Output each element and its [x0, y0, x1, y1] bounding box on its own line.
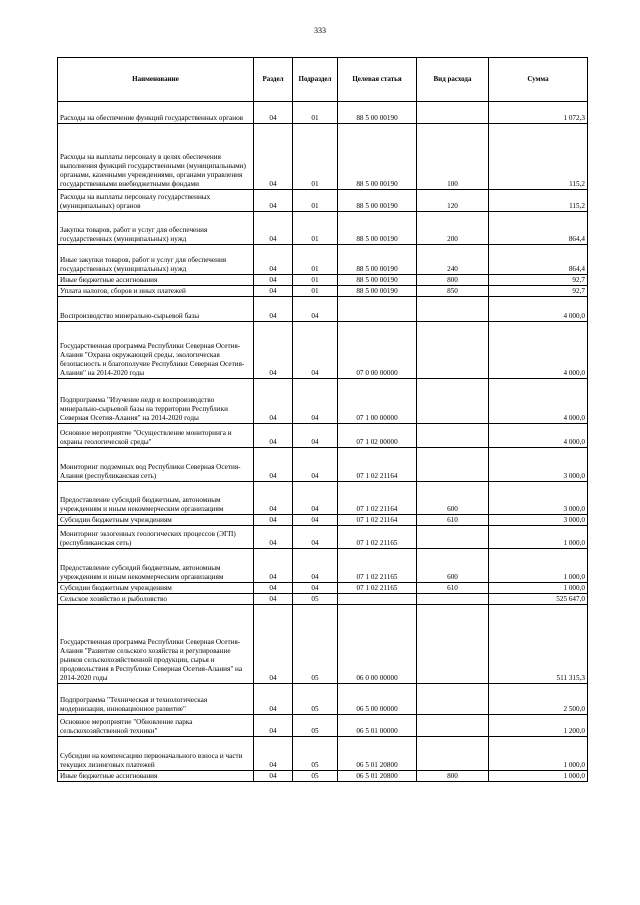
row-section: 04 [254, 605, 293, 684]
row-expense-type [417, 448, 489, 482]
table-row [58, 448, 588, 482]
table-row [58, 379, 588, 424]
table-row [58, 275, 588, 286]
row-name: Субсидии на компенсацию первоначального взноса и части текущих лизинговых платежей [58, 737, 254, 771]
table-row [58, 190, 588, 212]
row-target: 07 1 02 21164 [338, 515, 417, 526]
row-section: 04 [254, 684, 293, 715]
table-row [58, 245, 588, 275]
row-target: 07 1 02 21164 [338, 448, 417, 482]
row-name: Сельское хозяйство и рыболовство [58, 594, 254, 605]
row-section: 04 [254, 526, 293, 549]
row-amount: 3 000,0 [489, 482, 588, 515]
row-target: 06 5 00 00000 [338, 684, 417, 715]
row-name: Подпрограмма "Техническая и технологическая модернизация, инновационное развитие" [58, 684, 254, 715]
row-target: 88 5 00 00190 [338, 245, 417, 275]
row-target: 06 5 01 20800 [338, 771, 417, 782]
row-subsection: 04 [293, 526, 338, 549]
row-amount: 864,4 [489, 212, 588, 245]
row-amount: 4 000,0 [489, 379, 588, 424]
header-expense-type: Вид расхода [417, 58, 489, 102]
table-row [58, 482, 588, 515]
header-amount: Сумма [489, 58, 588, 102]
row-target: 07 1 00 00000 [338, 379, 417, 424]
header-name: Наименование [58, 58, 254, 102]
row-section: 04 [254, 549, 293, 583]
row-section: 04 [254, 297, 293, 322]
row-expense-type [417, 322, 489, 379]
row-subsection: 01 [293, 124, 338, 190]
row-subsection: 01 [293, 286, 338, 297]
row-subsection: 04 [293, 515, 338, 526]
table-row [58, 212, 588, 245]
row-amount: 3 000,0 [489, 515, 588, 526]
row-target: 07 0 00 00000 [338, 322, 417, 379]
row-subsection: 05 [293, 605, 338, 684]
row-section: 04 [254, 715, 293, 737]
row-amount: 92,7 [489, 275, 588, 286]
row-section: 04 [254, 737, 293, 771]
row-name: Субсидии бюджетным учреждениям [58, 515, 254, 526]
header-subsection: Подраздел [293, 58, 338, 102]
row-name: Расходы на выплаты персоналу в целях обеспечения выполнения функций государственными (муниципальными) органами, казенными учреждениями, органами управления государственными внебюджетными фондами [58, 124, 254, 190]
table-row [58, 737, 588, 771]
header-section: Раздел [254, 58, 293, 102]
row-target: 88 5 00 00190 [338, 124, 417, 190]
row-section: 04 [254, 322, 293, 379]
row-section: 04 [254, 245, 293, 275]
row-name: Субсидии бюджетным учреждениям [58, 583, 254, 594]
row-subsection: 01 [293, 190, 338, 212]
row-expense-type: 800 [417, 771, 489, 782]
table-row [58, 102, 588, 124]
row-name: Основное мероприятие "Обновление парка сельскохозяйственной техники" [58, 715, 254, 737]
row-amount: 1 000,0 [489, 583, 588, 594]
row-section: 04 [254, 482, 293, 515]
row-name: Предоставление субсидий бюджетным, автономным учреждениям и иным некоммерческим организациям [58, 549, 254, 583]
row-expense-type [417, 424, 489, 448]
row-target: 88 5 00 00190 [338, 102, 417, 124]
row-section: 04 [254, 124, 293, 190]
row-amount: 1 072,3 [489, 102, 588, 124]
row-subsection: 05 [293, 594, 338, 605]
row-section: 04 [254, 515, 293, 526]
row-section: 04 [254, 448, 293, 482]
row-target: 88 5 00 00190 [338, 212, 417, 245]
row-amount: 511 315,3 [489, 605, 588, 684]
row-name: Государственная программа Республики Северная Осетия-Алания "Охрана окружающей среды, экологическая безопасность и благополучие Республики Северная Осетия-Алания" на 2014-2020 годы [58, 322, 254, 379]
table-row [58, 124, 588, 190]
row-target [338, 594, 417, 605]
table-header-row [58, 58, 588, 102]
row-section: 04 [254, 583, 293, 594]
table-row [58, 526, 588, 549]
row-section: 04 [254, 190, 293, 212]
row-amount: 1 000,0 [489, 526, 588, 549]
table-row [58, 515, 588, 526]
row-name: Иные бюджетные ассигнования [58, 275, 254, 286]
row-target: 07 1 02 21165 [338, 549, 417, 583]
row-expense-type [417, 594, 489, 605]
row-expense-type [417, 605, 489, 684]
row-subsection: 05 [293, 715, 338, 737]
row-name: Иные закупки товаров, работ и услуг для обеспечения государственных (муниципальных) нужд [58, 245, 254, 275]
row-target: 07 1 02 00000 [338, 424, 417, 448]
row-name: Основное мероприятие "Осуществление мониторинга и охраны геологической среды" [58, 424, 254, 448]
row-amount: 1 000,0 [489, 737, 588, 771]
table-row [58, 549, 588, 583]
row-amount: 3 000,0 [489, 448, 588, 482]
row-name: Мониторинг подземных вод Республики Северная Осетия-Алания (республиканская сеть) [58, 448, 254, 482]
row-target [338, 297, 417, 322]
row-name: Расходы на обеспечение функций государственных органов [58, 102, 254, 124]
table-row [58, 583, 588, 594]
row-name: Предоставление субсидий бюджетным, автономным учреждениям и иным некоммерческим организациям [58, 482, 254, 515]
row-expense-type [417, 102, 489, 124]
table-row [58, 322, 588, 379]
row-subsection: 04 [293, 448, 338, 482]
row-expense-type: 610 [417, 515, 489, 526]
budget-table [57, 57, 588, 782]
row-subsection: 04 [293, 482, 338, 515]
row-subsection: 05 [293, 737, 338, 771]
row-expense-type [417, 379, 489, 424]
row-amount: 4 000,0 [489, 297, 588, 322]
row-name: Мониторинг экзогенных геологических процессов (ЭГП) (республиканская сеть) [58, 526, 254, 549]
row-amount: 115,2 [489, 190, 588, 212]
row-target: 88 5 00 00190 [338, 190, 417, 212]
row-amount: 1 200,0 [489, 715, 588, 737]
row-name: Иные бюджетные ассигнования [58, 771, 254, 782]
row-expense-type [417, 737, 489, 771]
row-amount: 1 000,0 [489, 771, 588, 782]
row-expense-type: 240 [417, 245, 489, 275]
row-amount: 4 000,0 [489, 322, 588, 379]
row-expense-type [417, 684, 489, 715]
row-name: Расходы на выплаты персоналу государственных (муниципальных) органов [58, 190, 254, 212]
row-subsection: 04 [293, 322, 338, 379]
row-subsection: 04 [293, 424, 338, 448]
row-amount: 1 000,0 [489, 549, 588, 583]
row-expense-type: 120 [417, 190, 489, 212]
row-expense-type: 100 [417, 124, 489, 190]
row-target: 06 5 01 20800 [338, 737, 417, 771]
row-subsection: 01 [293, 102, 338, 124]
table-row [58, 286, 588, 297]
table-row [58, 684, 588, 715]
row-subsection: 01 [293, 275, 338, 286]
row-expense-type: 600 [417, 549, 489, 583]
row-amount: 864,4 [489, 245, 588, 275]
row-target: 88 5 00 00190 [338, 275, 417, 286]
row-subsection: 05 [293, 771, 338, 782]
table-row [58, 424, 588, 448]
row-amount: 92,7 [489, 286, 588, 297]
row-expense-type [417, 526, 489, 549]
row-expense-type: 800 [417, 275, 489, 286]
row-name: Государственная программа Республики Северная Осетия-Алания "Развитие сельского хозяйства и регулирование рынков сельскохозяйственной продукции, сырья и продовольствия в Республике Северная Осетия-Алания" на 2014-2020 годы [58, 605, 254, 684]
table-row [58, 605, 588, 684]
row-section: 04 [254, 286, 293, 297]
row-target: 06 5 01 00000 [338, 715, 417, 737]
row-section: 04 [254, 212, 293, 245]
table-row [58, 715, 588, 737]
page-number: 333 [314, 26, 326, 35]
row-section: 04 [254, 379, 293, 424]
row-section: 04 [254, 275, 293, 286]
row-expense-type: 610 [417, 583, 489, 594]
row-name: Подпрограмма "Изучение недр и воспроизводство минерально-сырьевой базы на территории Республики Северная Осетия-Алания" на 2014-2020 годы [58, 379, 254, 424]
row-expense-type [417, 715, 489, 737]
row-target: 88 5 00 00190 [338, 286, 417, 297]
row-subsection: 05 [293, 684, 338, 715]
row-subsection: 04 [293, 379, 338, 424]
row-section: 04 [254, 102, 293, 124]
row-target: 07 1 02 21165 [338, 583, 417, 594]
row-expense-type: 600 [417, 482, 489, 515]
row-expense-type: 850 [417, 286, 489, 297]
table-row [58, 594, 588, 605]
row-expense-type [417, 297, 489, 322]
row-expense-type: 200 [417, 212, 489, 245]
table-row [58, 771, 588, 782]
row-amount: 525 647,0 [489, 594, 588, 605]
row-subsection: 01 [293, 212, 338, 245]
row-subsection: 04 [293, 297, 338, 322]
row-target: 06 0 00 00000 [338, 605, 417, 684]
row-name: Закупка товаров, работ и услуг для обеспечения государственных (муниципальных) нужд [58, 212, 254, 245]
row-section: 04 [254, 771, 293, 782]
row-section: 04 [254, 594, 293, 605]
table-row [58, 297, 588, 322]
row-name: Воспроизводство минерально-сырьевой базы [58, 297, 254, 322]
header-target: Целевая статья [338, 58, 417, 102]
row-amount: 4 000,0 [489, 424, 588, 448]
row-target: 07 1 02 21165 [338, 526, 417, 549]
row-amount: 2 500,0 [489, 684, 588, 715]
row-subsection: 01 [293, 245, 338, 275]
row-target: 07 1 02 21164 [338, 482, 417, 515]
row-name: Уплата налогов, сборов и иных платежей [58, 286, 254, 297]
row-amount: 115,2 [489, 124, 588, 190]
row-subsection: 04 [293, 583, 338, 594]
row-subsection: 04 [293, 549, 338, 583]
row-section: 04 [254, 424, 293, 448]
